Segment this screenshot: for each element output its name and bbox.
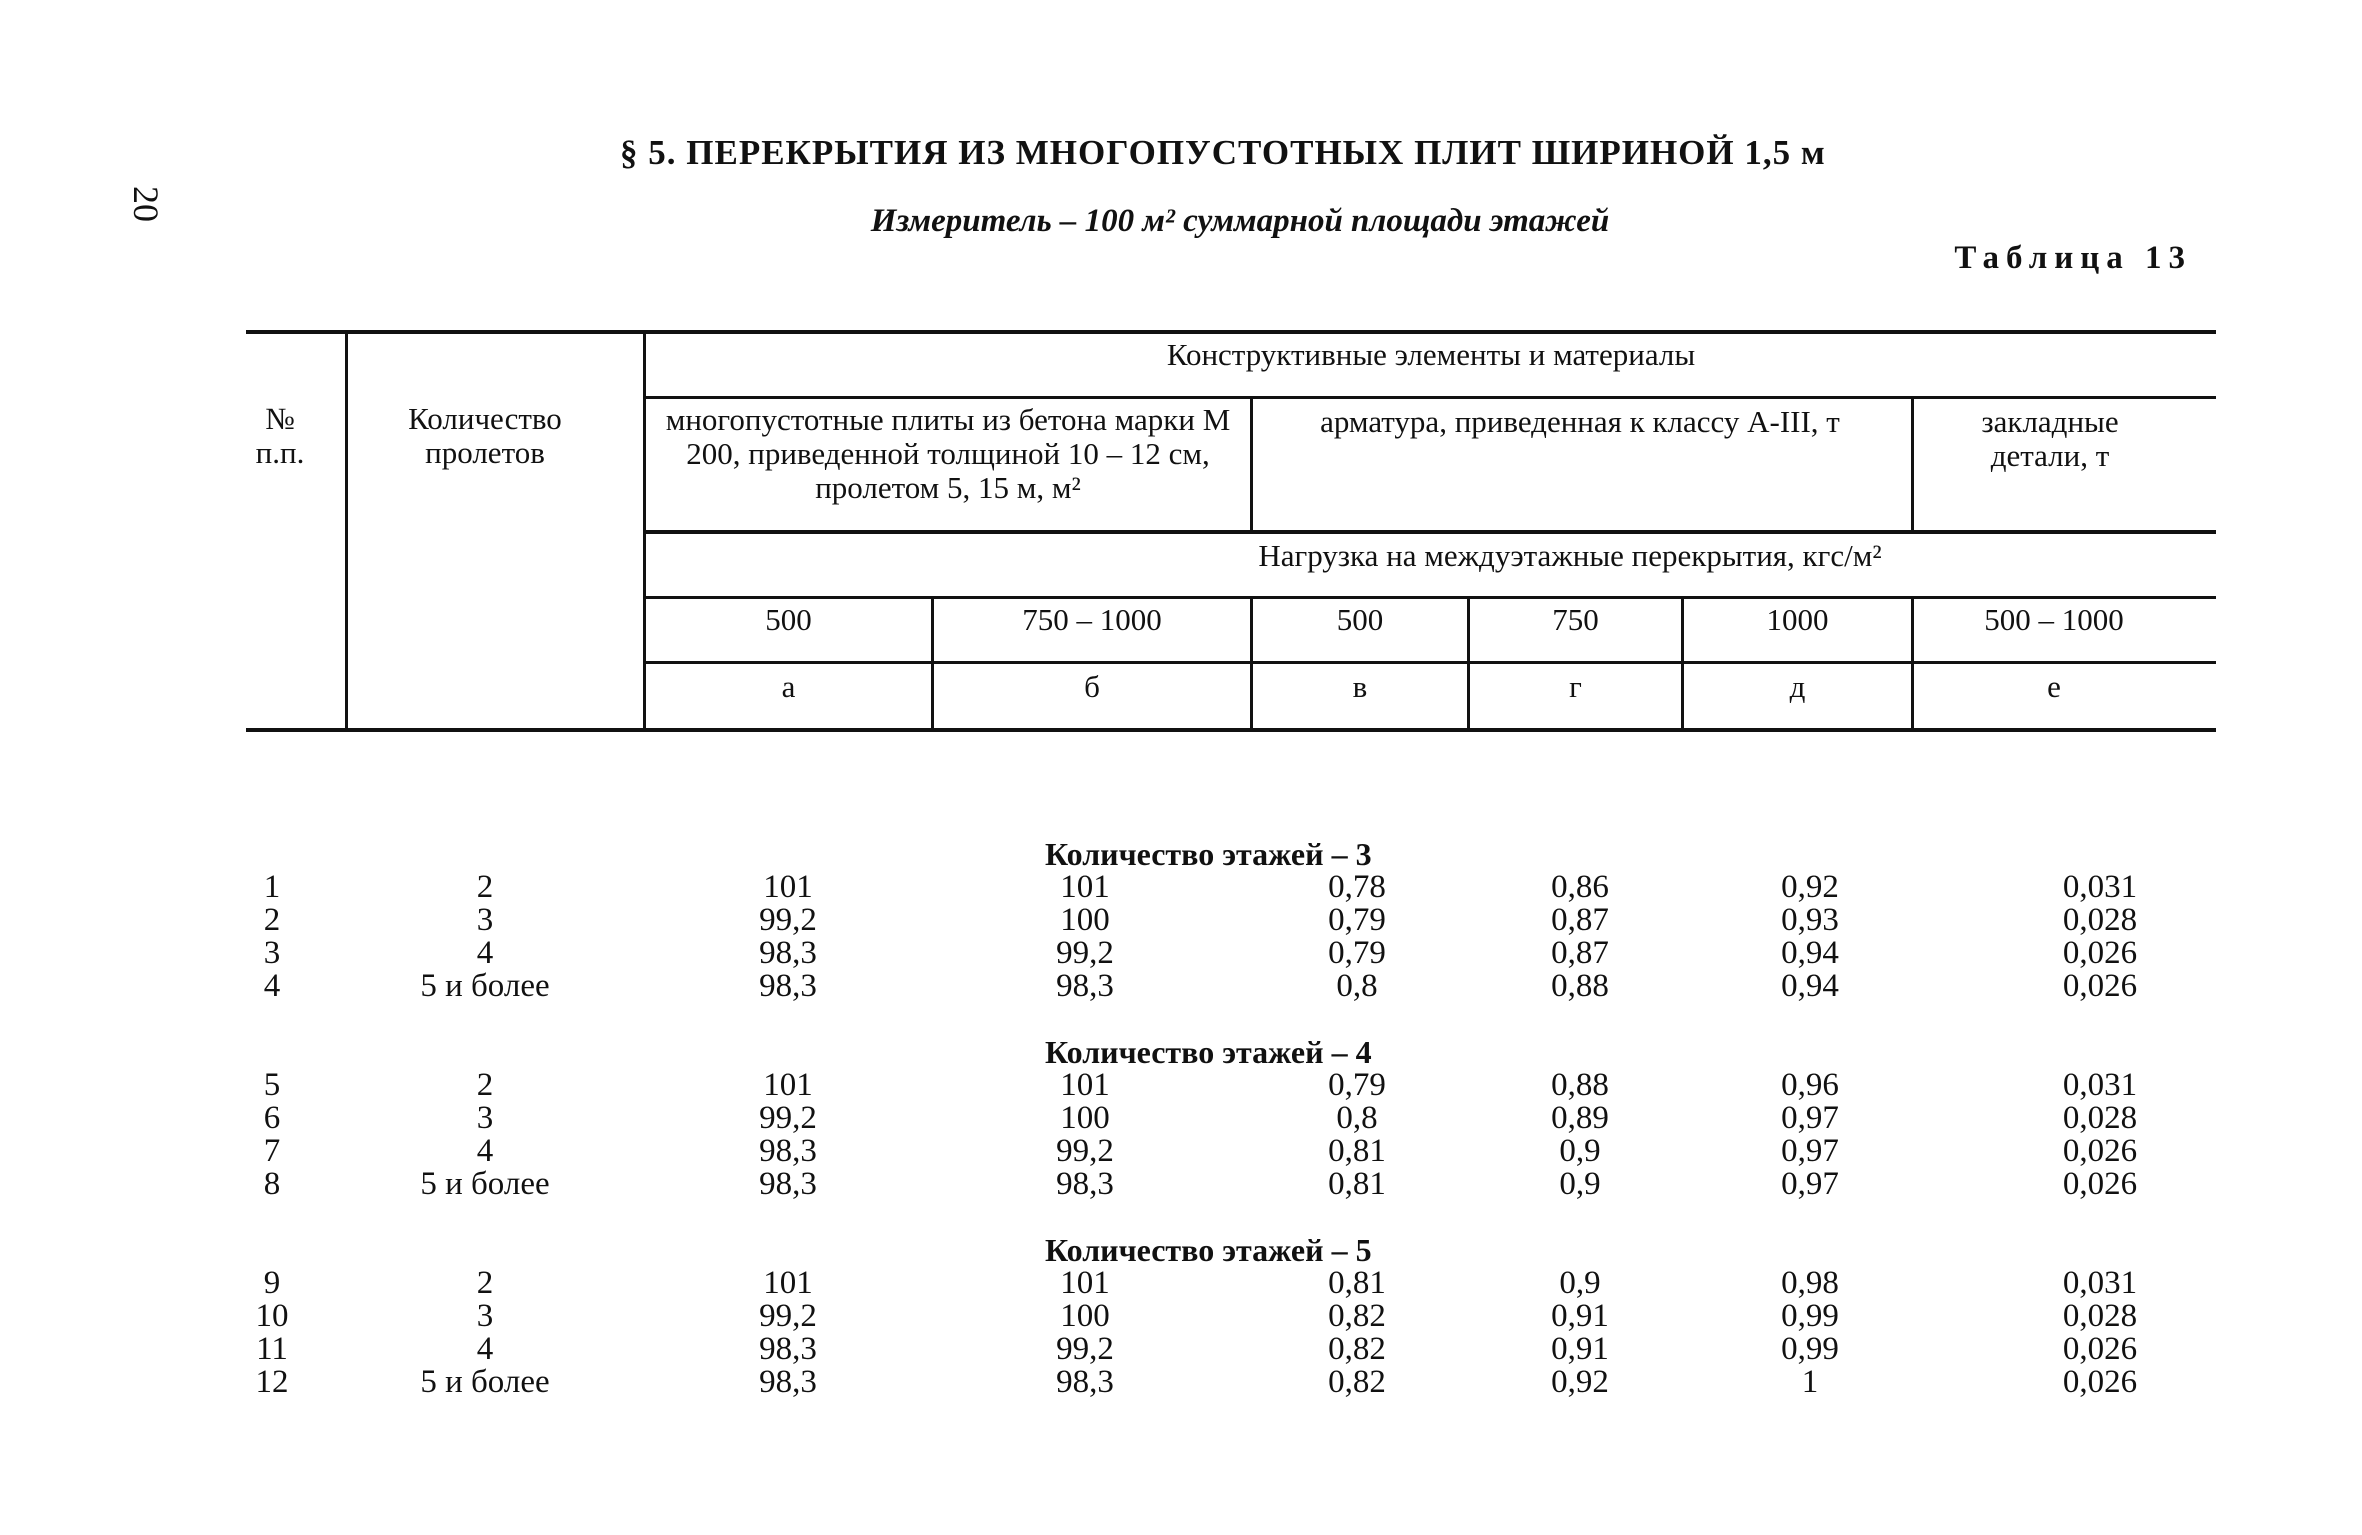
table-cell: 3	[476, 1100, 494, 1136]
load-value: 500	[1336, 602, 1384, 637]
table-cell: 0,78	[1328, 869, 1386, 905]
header-num: № п.п.	[255, 401, 305, 470]
table-cell: 0,98	[1781, 1265, 1839, 1301]
table-cell: 0,94	[1781, 935, 1839, 971]
column-letter: е	[2047, 669, 2061, 704]
table-cell: 0,9	[1559, 1166, 1601, 1202]
table-cell: 0,9	[1559, 1133, 1601, 1169]
table-cell: 100	[1060, 1298, 1110, 1334]
table-cell: 0,97	[1781, 1100, 1839, 1136]
table-cell: 0,81	[1328, 1166, 1386, 1202]
table-label: Таблица 13	[1954, 240, 2192, 276]
header-spans: Количество пролетов	[408, 401, 562, 470]
table-cell: 2	[476, 1067, 494, 1103]
table-cell: 7	[263, 1133, 281, 1169]
table-cell: 11	[256, 1331, 288, 1367]
table-cell: 0,88	[1551, 968, 1609, 1004]
load-value: 500 – 1000	[1984, 602, 2124, 637]
column-letter: в	[1352, 669, 1368, 704]
measure-unit-subtitle: Измеритель – 100 м² суммарной площади этажей	[870, 203, 1610, 239]
header-embedded: закладные детали, т	[1981, 404, 2119, 473]
table-cell: 98,3	[759, 1331, 817, 1367]
table-cell: 4	[476, 1133, 494, 1169]
table-cell: 98,3	[1056, 1166, 1114, 1202]
table-cell: 3	[263, 935, 281, 971]
column-letter: а	[781, 669, 796, 704]
table-cell: 101	[763, 1067, 813, 1103]
table-cell: 5 и более	[420, 1364, 550, 1400]
table-cell: 0,026	[2062, 1364, 2138, 1400]
table-cell: 101	[763, 1265, 813, 1301]
table-cell: 1	[1801, 1364, 1819, 1400]
section-title: Количество этажей – 4	[1045, 1034, 1372, 1070]
load-value: 1000	[1766, 602, 1829, 637]
table-cell: 0,93	[1781, 902, 1839, 938]
table-cell: 0,031	[2062, 1265, 2138, 1301]
table-cell: 98,3	[759, 1133, 817, 1169]
table-cell: 0,82	[1328, 1364, 1386, 1400]
table-cell: 4	[476, 935, 494, 971]
load-value: 750	[1552, 602, 1599, 637]
table-cell: 0,89	[1551, 1100, 1609, 1136]
page-number: 20	[126, 186, 166, 222]
table-cell: 100	[1060, 902, 1110, 938]
table-cell: 0,92	[1551, 1364, 1609, 1400]
table-cell: 98,3	[1056, 968, 1114, 1004]
table-cell: 101	[763, 869, 813, 905]
table-cell: 12	[255, 1364, 289, 1400]
table-cell: 3	[476, 1298, 494, 1334]
table-cell: 99,2	[759, 1298, 817, 1334]
table-cell: 99,2	[1056, 1331, 1114, 1367]
table-cell: 99,2	[759, 1100, 817, 1136]
load-value: 750 – 1000	[1022, 602, 1162, 637]
table-cell: 9	[263, 1265, 281, 1301]
table-cell: 0,94	[1781, 968, 1839, 1004]
section-title: Количество этажей – 3	[1045, 836, 1372, 872]
table-cell: 6	[263, 1100, 281, 1136]
table-cell: 101	[1060, 869, 1110, 905]
header-slabs: многопустотные плиты из бетона марки М 200, приведенной толщиной 10 – 12 см, пролетом 5, 15 м, м²	[665, 402, 1231, 505]
table-cell: 0,028	[2062, 902, 2138, 938]
column-letter: г	[1569, 669, 1582, 704]
table-cell: 0,82	[1328, 1298, 1386, 1334]
table-cell: 98,3	[759, 968, 817, 1004]
table-cell: 0,92	[1781, 869, 1839, 905]
column-letter: б	[1084, 669, 1100, 704]
table-cell: 5	[263, 1067, 281, 1103]
table-cell: 98,3	[759, 1364, 817, 1400]
table-cell: 10	[255, 1298, 289, 1334]
table-cell: 0,99	[1781, 1298, 1839, 1334]
table-cell: 0,86	[1551, 869, 1609, 905]
table-cell: 5 и более	[420, 968, 550, 1004]
table-cell: 101	[1060, 1265, 1110, 1301]
table-cell: 0,97	[1781, 1133, 1839, 1169]
column-letter: д	[1789, 669, 1806, 704]
table-cell: 0,81	[1328, 1133, 1386, 1169]
table-cell: 0,026	[2062, 935, 2138, 971]
table-cell: 0,8	[1336, 1100, 1378, 1136]
table-cell: 0,9	[1559, 1265, 1601, 1301]
table-cell: 0,99	[1781, 1331, 1839, 1367]
table-cell: 100	[1060, 1100, 1110, 1136]
table-cell: 0,88	[1551, 1067, 1609, 1103]
table-cell: 0,79	[1328, 902, 1386, 938]
header-group: Конструктивные элементы и материалы	[1166, 337, 1696, 372]
table-cell: 8	[263, 1166, 281, 1202]
table-cell: 3	[476, 902, 494, 938]
table-cell: 0,026	[2062, 1331, 2138, 1367]
table-cell: 0,81	[1328, 1265, 1386, 1301]
table-cell: 0,91	[1551, 1298, 1609, 1334]
header-rebar: арматура, приведенная к классу А-III, т	[1320, 404, 1840, 439]
table-cell: 2	[476, 1265, 494, 1301]
table-cell: 0,79	[1328, 1067, 1386, 1103]
header-load: Нагрузка на междуэтажные перекрытия, кгс/м²	[1258, 538, 1882, 573]
table-cell: 0,97	[1781, 1166, 1839, 1202]
table-cell: 0,026	[2062, 1133, 2138, 1169]
table-cell: 98,3	[759, 1166, 817, 1202]
table-cell: 101	[1060, 1067, 1110, 1103]
table-cell: 2	[263, 902, 281, 938]
table-cell: 0,87	[1551, 935, 1609, 971]
table-cell: 0,82	[1328, 1331, 1386, 1367]
table-cell: 4	[476, 1331, 494, 1367]
table-cell: 99,2	[1056, 935, 1114, 971]
load-value: 500	[765, 602, 812, 637]
table-cell: 98,3	[1056, 1364, 1114, 1400]
table-cell: 2	[476, 869, 494, 905]
table-cell: 98,3	[759, 935, 817, 971]
table-cell: 0,028	[2062, 1298, 2138, 1334]
section-heading: § 5. ПЕРЕКРЫТИЯ ИЗ МНОГОПУСТОТНЫХ ПЛИТ ШИРИНОЙ 1,5 м	[620, 133, 1826, 172]
table-cell: 0,031	[2062, 1067, 2138, 1103]
table-cell: 0,96	[1781, 1067, 1839, 1103]
table-cell: 1	[263, 869, 281, 905]
table-cell: 99,2	[1056, 1133, 1114, 1169]
section-title: Количество этажей – 5	[1045, 1232, 1372, 1268]
table-cell: 0,8	[1336, 968, 1378, 1004]
table-cell: 0,87	[1551, 902, 1609, 938]
table-cell: 0,026	[2062, 968, 2138, 1004]
table-cell: 0,028	[2062, 1100, 2138, 1136]
table-cell: 99,2	[759, 902, 817, 938]
table-cell: 0,91	[1551, 1331, 1609, 1367]
table-cell: 0,79	[1328, 935, 1386, 971]
table-cell: 0,026	[2062, 1166, 2138, 1202]
table-cell: 0,031	[2062, 869, 2138, 905]
table-cell: 4	[263, 968, 281, 1004]
table-cell: 5 и более	[420, 1166, 550, 1202]
